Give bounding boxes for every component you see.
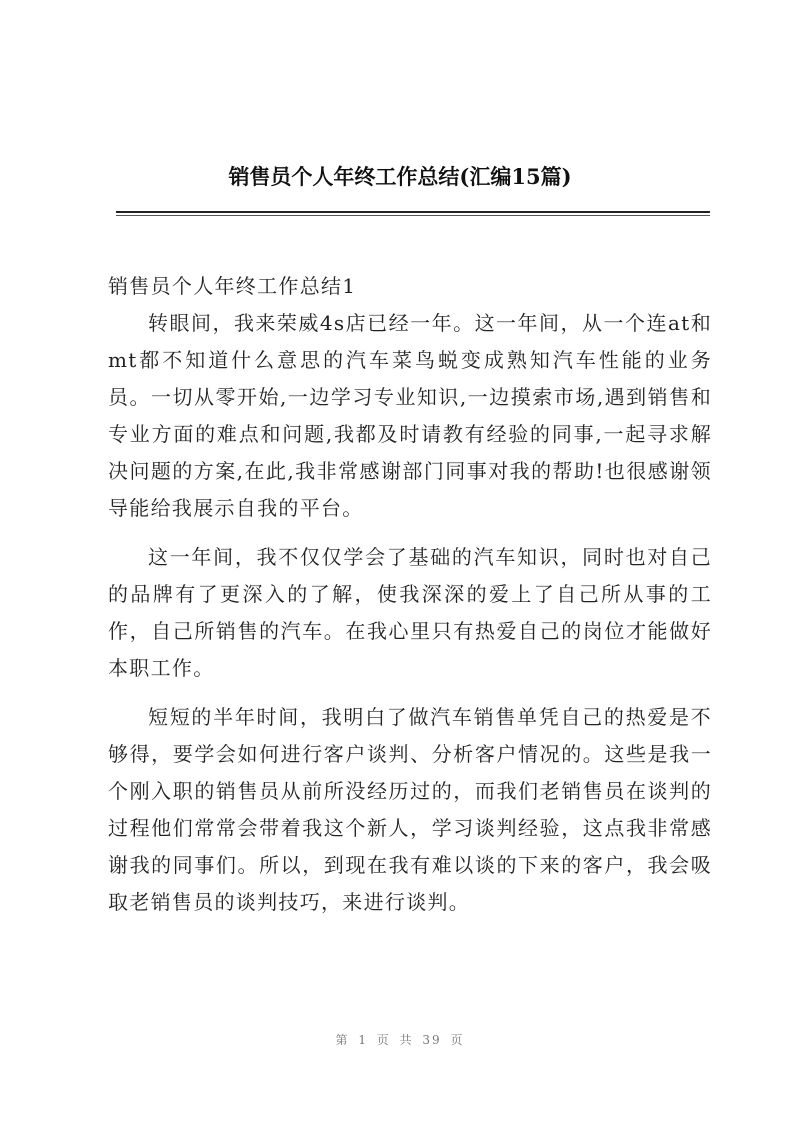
title-divider-thin	[116, 215, 710, 216]
paragraph-3: 短短的半年时间，我明白了做汽车销售单凭自己的热爱是不够得，要学会如何进行客户谈判、分析客户情况的。这些是我一个刚入职的销售员从前所没经历过的，而我们老销售员在谈判的过程他们常常会带着我这个新人，学习谈判经验，这点我非常感谢我的同事们。所以，到现在我有难以谈的下来的客户，我会吸取老销售员的谈判技巧，来进行谈判。	[108, 705, 712, 914]
document-body	[108, 268, 712, 921]
paragraph-2: 这一年间，我不仅仅学会了基础的汽车知识，同时也对自己的品牌有了更深入的了解，使我深深的爱上了自己所从事的工作，自己所销售的汽车。在我心里只有热爱自己的岗位才能做好本职工作。	[108, 545, 712, 680]
page-title: 销售员个人年终工作总结(汇编15篇)	[228, 164, 572, 189]
paragraph-1: 转眼间，我来荣威4s店已经一年。这一年间，从一个连at和mt都不知道什么意思的汽车菜鸟蜕变成熟知汽车性能的业务员。一切从零开始,一边学习专业知识,一边摸索市场,遇到销售和专业方面的难点和问题,我都及时请教有经验的同事,一起寻求解决问题的方案,在此,我非常感谢部门同事对我的帮助!也很感谢领导能给我展示自我的平台。	[108, 311, 712, 520]
section-heading: 销售员个人年终工作总结1	[108, 274, 357, 298]
page-number-footer: 第 1 页 共 39 页	[335, 1033, 465, 1047]
title-divider	[116, 211, 710, 213]
